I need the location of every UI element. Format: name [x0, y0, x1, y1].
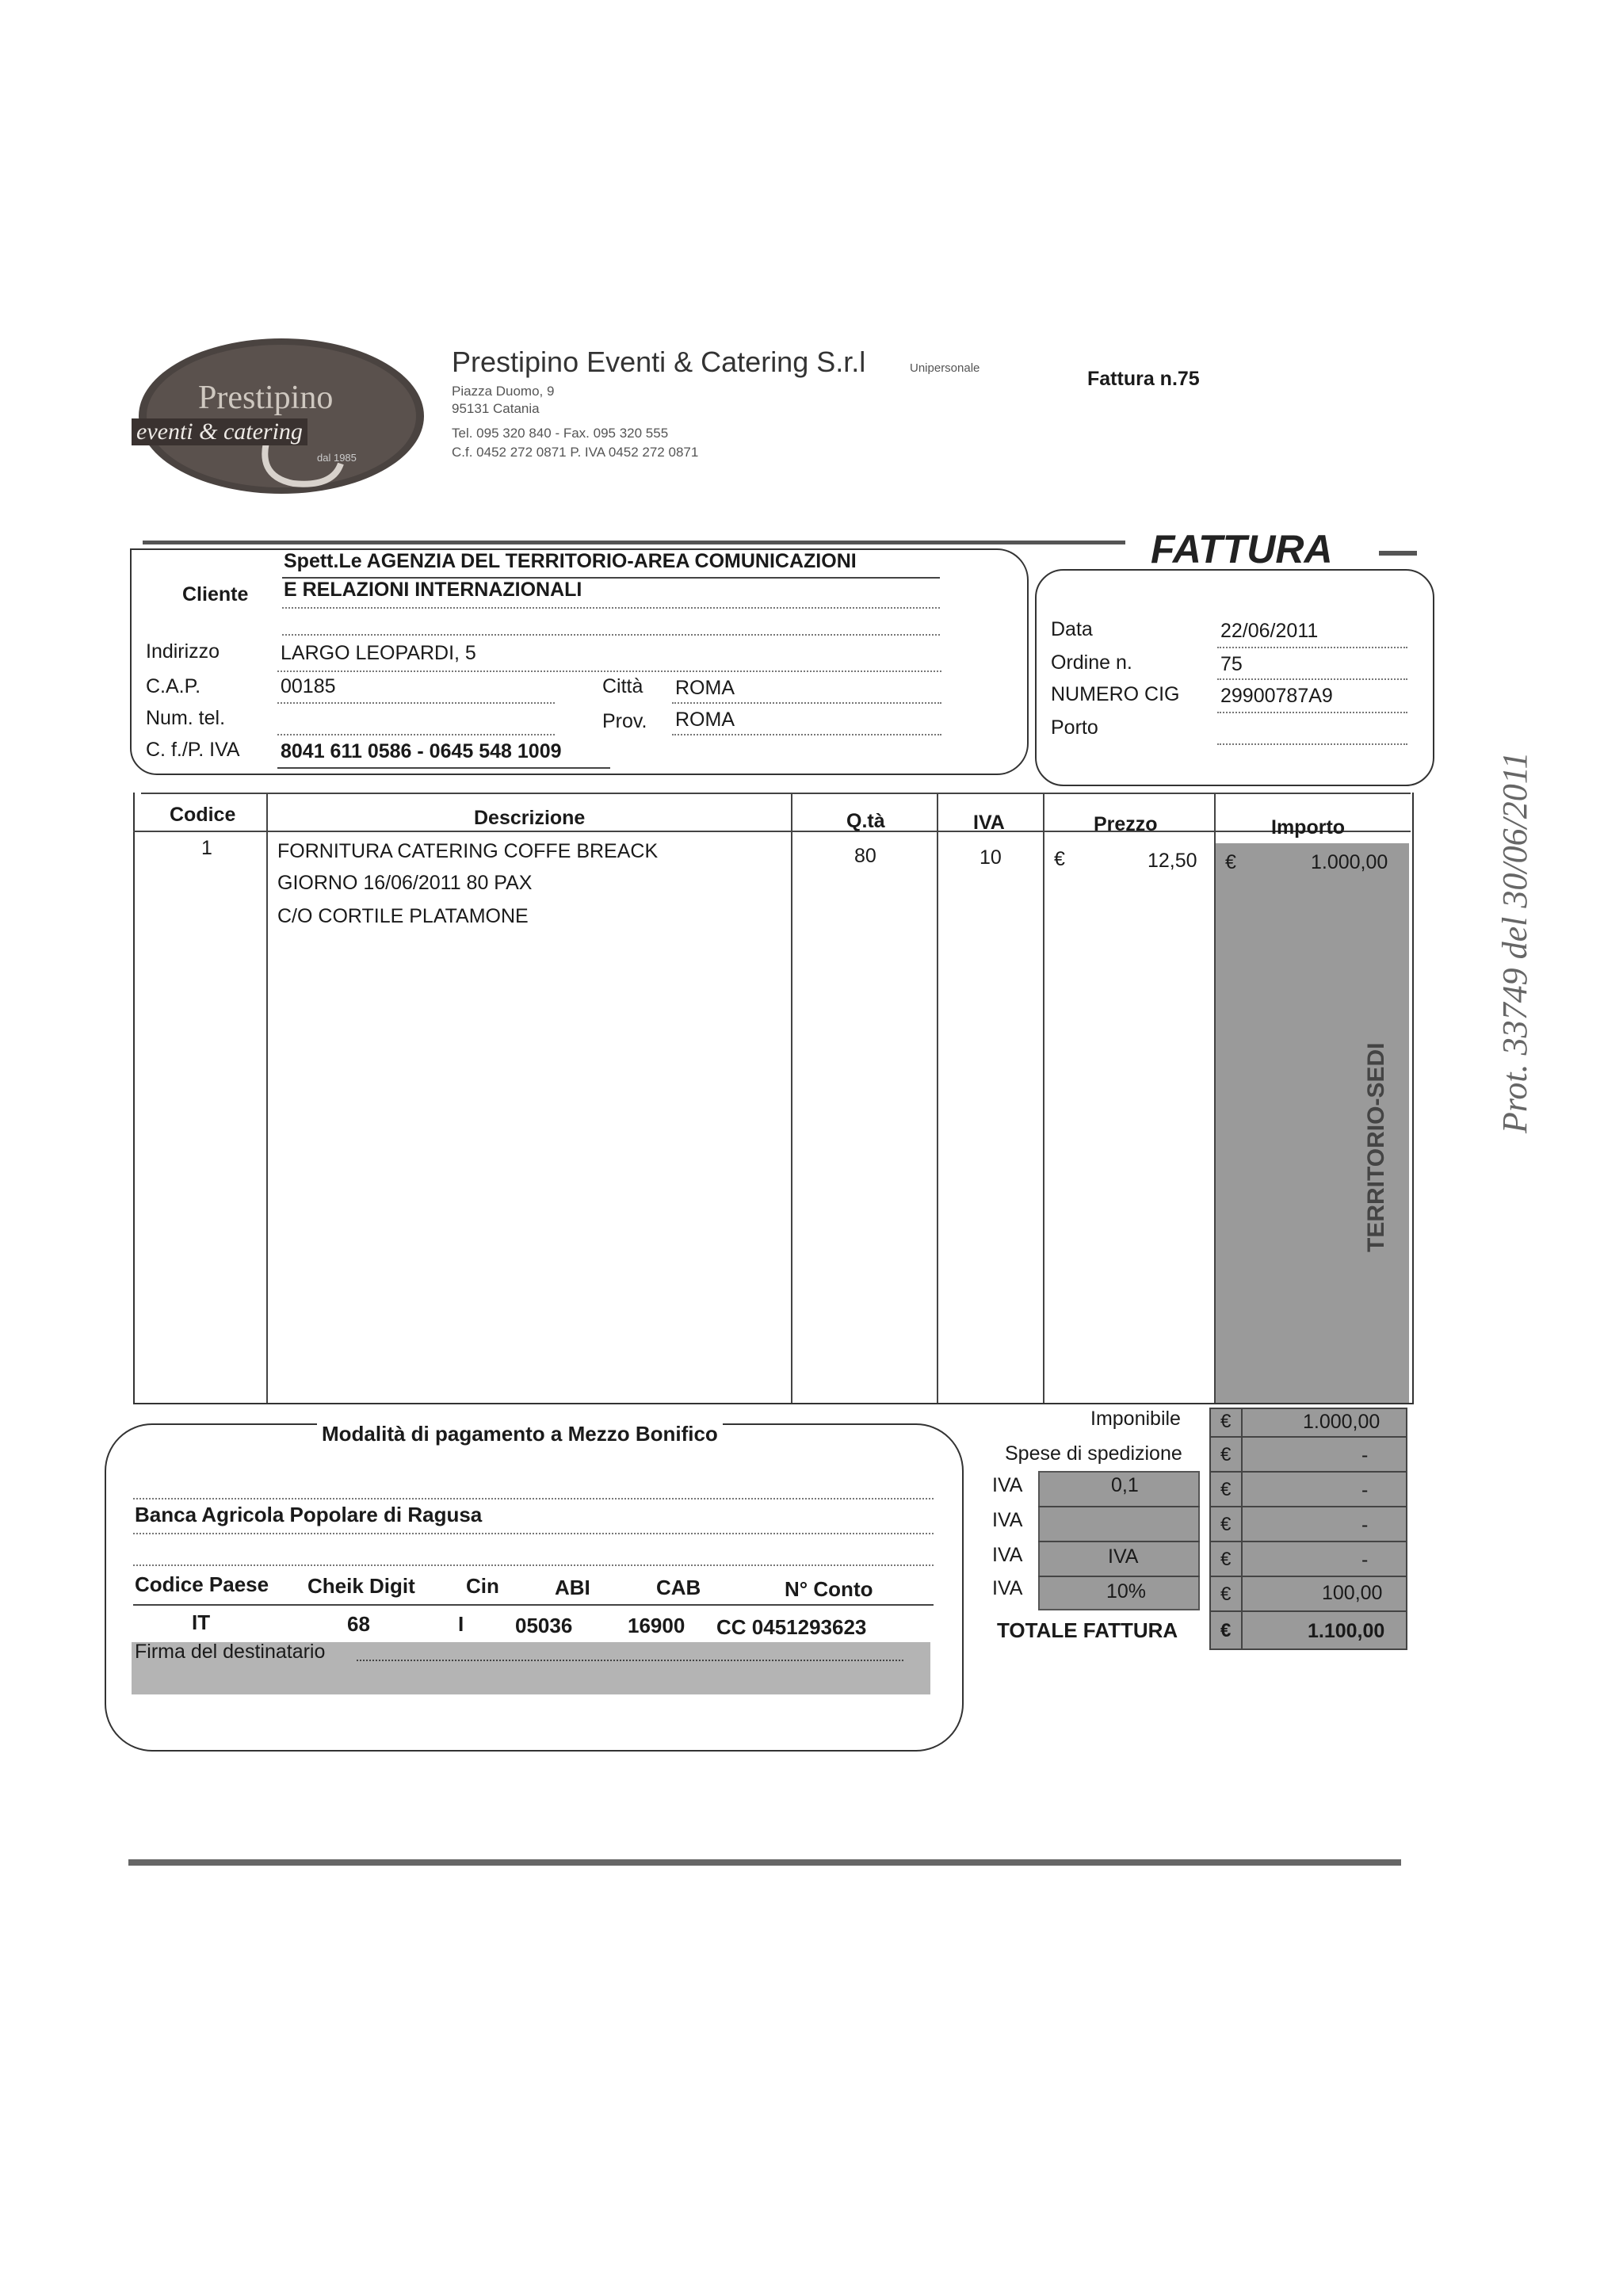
cap-label: C.A.P. — [146, 675, 201, 697]
cf-label: C. f./P. IVA — [146, 739, 240, 761]
iva-label-2: IVA — [992, 1509, 1023, 1531]
order-label: Ordine n. — [1051, 651, 1132, 674]
iva-label-4: IVA — [992, 1577, 1023, 1599]
shipping-currency: € — [1220, 1444, 1232, 1465]
row-code: 1 — [201, 837, 212, 859]
footer-rule — [128, 1859, 1401, 1866]
totals-value-grid — [1209, 1408, 1407, 1650]
header-amount: Importo — [1271, 816, 1346, 839]
row-amount-currency: € — [1225, 851, 1236, 873]
col-divider-4 — [1043, 793, 1044, 1403]
row-amount: 1.000,00 — [1311, 851, 1388, 873]
iban-header-cin: Cin — [466, 1574, 499, 1598]
client-address: LARGO LEOPARDI, 5 — [281, 642, 476, 664]
header-description: Descrizione — [474, 807, 586, 829]
signature-line — [357, 1660, 903, 1661]
iva1-currency: € — [1220, 1479, 1232, 1500]
iva2-currency: € — [1220, 1514, 1232, 1535]
porto-line — [1217, 743, 1407, 745]
iban-cab: 16900 — [628, 1614, 685, 1637]
company-name-suffix: Unipersonale — [910, 361, 980, 375]
row-description-1: FORNITURA CATERING COFFE BREACK — [277, 840, 659, 862]
totals-div-4 — [1209, 1541, 1407, 1542]
totals-div-6 — [1209, 1610, 1407, 1612]
iban-check: 68 — [347, 1612, 370, 1636]
iva2-value: - — [1361, 1514, 1369, 1536]
company-phone: Tel. 095 320 840 - Fax. 095 320 555 — [452, 426, 669, 441]
prov-label: Prov. — [602, 710, 647, 732]
row-description-3: C/O CORTILE PLATAMONE — [277, 905, 529, 927]
city-line — [672, 702, 941, 704]
iva4-value: 100,00 — [1322, 1582, 1383, 1604]
iban-abi: 05036 — [515, 1614, 573, 1637]
iban-header-cab: CAB — [656, 1576, 701, 1599]
client-label: Cliente — [182, 583, 249, 606]
header-iva: IVA — [973, 812, 1005, 834]
cap-line — [277, 702, 555, 704]
client-cap: 00185 — [281, 675, 336, 697]
date-label: Data — [1051, 618, 1093, 640]
company-address-2: 95131 Catania — [452, 401, 540, 416]
iban-header-check: Cheik Digit — [307, 1574, 415, 1598]
porto-label: Porto — [1051, 716, 1098, 739]
cig-number: 29900787A9 — [1220, 685, 1333, 707]
iban-header-abi: ABI — [555, 1576, 590, 1599]
payment-line-2 — [133, 1533, 934, 1534]
iva4-currency: € — [1220, 1584, 1232, 1605]
iva-label-1: IVA — [992, 1474, 1023, 1496]
meta-box — [1035, 569, 1434, 786]
totals-div-1 — [1209, 1436, 1407, 1438]
tel-line — [277, 734, 555, 735]
iban-cin: I — [458, 1612, 464, 1636]
payment-line-1 — [133, 1498, 934, 1499]
table-top-rule — [141, 793, 1411, 794]
bank-name: Banca Agricola Popolare di Ragusa — [135, 1503, 483, 1526]
cf-line — [277, 767, 610, 769]
total-currency: € — [1220, 1620, 1232, 1641]
date-line — [1217, 647, 1407, 648]
iban-header-rule — [133, 1604, 934, 1606]
shipping-label: Spese di spedizione — [1005, 1442, 1182, 1465]
protocol-stamp-office: TERRITORIO-SEDI — [1363, 1042, 1389, 1252]
row-price-currency: € — [1054, 848, 1065, 870]
iban-header-country: Codice Paese — [135, 1572, 269, 1596]
iva-rate-div-2 — [1038, 1541, 1200, 1542]
iva-rate-div-1 — [1038, 1506, 1200, 1507]
client-prov: ROMA — [675, 709, 735, 731]
iban-header-account: N° Conto — [785, 1577, 873, 1601]
totals-div-3 — [1209, 1506, 1407, 1507]
cig-line — [1217, 712, 1407, 713]
invoice-title: FATTURA — [1151, 527, 1333, 571]
header-rule — [143, 541, 1125, 544]
table-header-rule — [133, 831, 1411, 832]
iban-country: IT — [192, 1610, 211, 1634]
order-number: 75 — [1220, 653, 1243, 675]
shipping-value: - — [1361, 1444, 1369, 1466]
imponibile-value: 1.000,00 — [1303, 1411, 1381, 1433]
order-line — [1217, 678, 1407, 680]
header-code: Codice — [170, 804, 236, 826]
col-divider-3 — [937, 793, 938, 1403]
imponibile-label: Imponibile — [1090, 1408, 1181, 1430]
payment-title: Modalità di pagamento a Mezzo Bonifico — [317, 1422, 723, 1446]
col-divider-1 — [266, 793, 268, 1403]
client-cf: 8041 611 0586 - 0645 548 1009 — [281, 740, 562, 762]
client-name-line2: E RELAZIONI INTERNAZIONALI — [284, 579, 582, 601]
company-tax-id: C.f. 0452 272 0871 P. IVA 0452 272 0871 — [452, 445, 699, 460]
logo-text-2: eventi & catering — [132, 418, 307, 445]
company-address-1: Piazza Duomo, 9 — [452, 384, 555, 399]
iva1-value: - — [1361, 1479, 1369, 1501]
iban-account: CC 0451293623 — [716, 1615, 867, 1639]
payment-line-3 — [133, 1564, 934, 1566]
client-name2-line — [282, 607, 940, 609]
cig-label: NUMERO CIG — [1051, 683, 1180, 705]
totals-div-5 — [1209, 1576, 1407, 1577]
row-description-2: GIORNO 16/06/2011 80 PAX — [277, 872, 533, 894]
tel-label: Num. tel. — [146, 707, 226, 729]
client-city: ROMA — [675, 677, 735, 699]
title-rule — [1379, 551, 1417, 556]
city-label: Città — [602, 675, 643, 697]
totals-cur-divider — [1241, 1408, 1243, 1650]
address-label: Indirizzo — [146, 640, 220, 663]
header-price: Prezzo — [1094, 813, 1158, 835]
iva-rate-div-3 — [1038, 1576, 1200, 1577]
row-price: 12,50 — [1148, 850, 1197, 872]
iva-rate-3: IVA — [1108, 1545, 1139, 1568]
iva-rate-4: 10% — [1106, 1580, 1147, 1603]
total-value: 1.100,00 — [1308, 1620, 1385, 1642]
total-label: TOTALE FATTURA — [997, 1618, 1178, 1642]
invoice-date: 22/06/2011 — [1220, 620, 1319, 642]
prov-line — [672, 734, 941, 735]
protocol-stamp-number: Prot. 33749 del 30/06/2011 — [1495, 751, 1534, 1133]
address-line — [277, 670, 941, 672]
iva-rate-1: 0,1 — [1111, 1474, 1139, 1496]
imponibile-currency: € — [1220, 1411, 1232, 1432]
iva3-value: - — [1361, 1549, 1369, 1571]
row-qty: 80 — [854, 845, 876, 867]
row-iva: 10 — [980, 846, 1002, 869]
client-spett: Spett.Le AGENZIA DEL TERRITORIO-AREA COMUNICAZIONI — [284, 550, 857, 572]
logo-text-1: Prestipino — [198, 380, 334, 416]
company-name: Prestipino Eventi & Catering S.r.l — [452, 346, 866, 378]
client-blank-line — [282, 634, 940, 636]
col-divider-2 — [791, 793, 792, 1403]
company-logo — [127, 333, 436, 499]
header-qty: Q.tà — [846, 810, 885, 832]
signature-label: Firma del destinatario — [135, 1641, 326, 1663]
logo-text-3: dal 1985 — [317, 452, 357, 464]
invoice-number: Fattura n.75 — [1087, 368, 1200, 390]
iva3-currency: € — [1220, 1549, 1232, 1570]
totals-div-2 — [1209, 1471, 1407, 1473]
iva-label-3: IVA — [992, 1544, 1023, 1566]
